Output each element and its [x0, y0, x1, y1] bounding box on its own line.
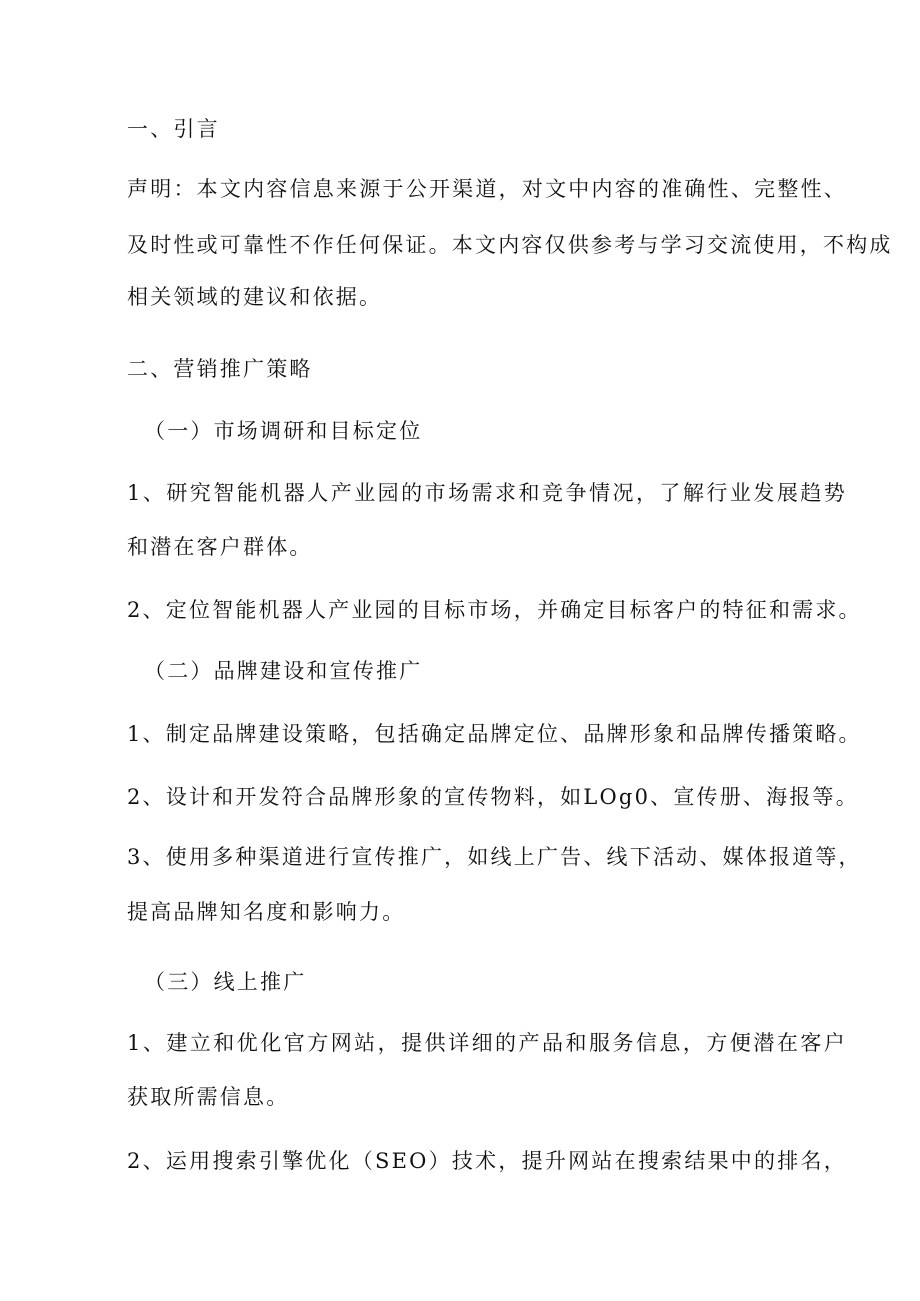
heading-marketing-strategy: 二、营销推广策略	[127, 357, 313, 381]
subheading-online-promotion: （三）线上推广	[144, 970, 307, 994]
heading-introduction: 一、引言	[127, 117, 220, 141]
paragraph-line: 和潜在客户群体。	[127, 535, 313, 559]
paragraph-line: 2、设计和开发符合品牌形象的宣传物料，如LOg0、宣传册、海报等。	[127, 785, 859, 809]
statement-line-1: 声明：本文内容信息来源于公开渠道，对文中内容的准确性、完整性、	[127, 177, 847, 201]
subheading-brand-building: （二）品牌建设和宣传推广	[144, 659, 423, 683]
paragraph-line: 3、使用多种渠道进行宣传推广，如线上广告、线下活动、媒体报道等，	[127, 845, 862, 869]
paragraph-line: 获取所需信息。	[127, 1085, 290, 1109]
paragraph-line: 提高品牌知名度和影响力。	[127, 900, 406, 924]
paragraph-line: 1、制定品牌建设策略，包括确定品牌定位、品牌形象和品牌传播策略。	[127, 722, 862, 746]
paragraph-line: 1、研究智能机器人产业园的市场需求和竞争情况，了解行业发展趋势	[127, 481, 847, 505]
paragraph-line: 1、建立和优化官方网站，提供详细的产品和服务信息，方便潜在客户	[127, 1031, 847, 1055]
paragraph-line: 2、定位智能机器人产业园的目标市场，并确定目标客户的特征和需求。	[127, 598, 862, 622]
paragraph-line: 2、运用搜索引擎优化（SEO）技术，提升网站在搜索结果中的排名，	[127, 1149, 847, 1173]
statement-line-2: 及时性或可靠性不作任何保证。本文内容仅供参考与学习交流使用，不构成	[127, 233, 893, 257]
statement-line-3: 相关领域的建议和依据。	[127, 285, 383, 309]
subheading-market-research: （一）市场调研和目标定位	[144, 419, 423, 443]
